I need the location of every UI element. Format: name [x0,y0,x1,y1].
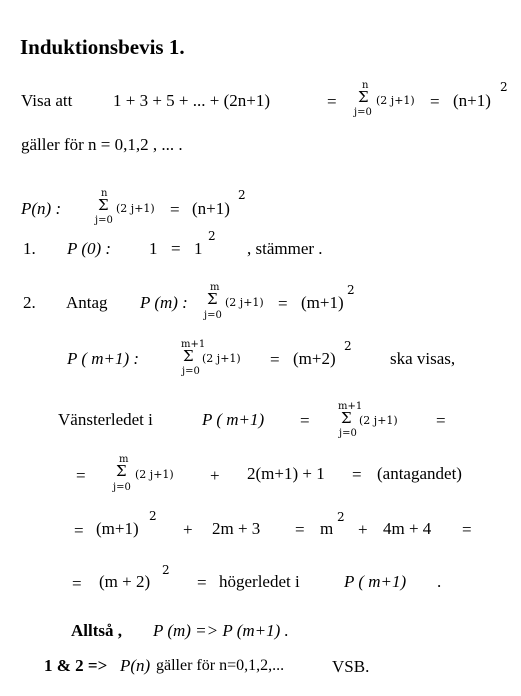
line-b-exp3: 2 [337,510,345,524]
line-b-eq3: = [462,520,472,539]
vl-eq1: = [300,411,310,430]
line-a-eq: = [76,466,86,485]
vl-label: P ( m+1) [202,410,265,429]
line-b-expr2: 2m + 3 [212,519,261,538]
intro-eq1: = [327,92,337,111]
line-a-plus: + [210,466,220,485]
step2-number: 2. [23,293,36,312]
line-a-sum-symbol: Σ [116,462,127,480]
conclusion-pn: P(n) [120,656,151,675]
line-c-eq2: = [197,573,207,592]
intro-sum-term: (2 j+1) [376,94,415,107]
intro-sum-lower: j=0 [354,107,372,118]
intro-sum-upper: n [362,80,369,91]
vl-text: Vänsterledet i [58,410,153,429]
line-c-expr: (m + 2) [99,572,151,591]
pm1-label: P ( m+1) : [67,349,140,368]
step2-sum-symbol: Σ [207,290,218,308]
step1-label: P (0) : [67,239,112,258]
alltsa-text: Alltså , [71,621,122,640]
pm1-comment: ska visas, [390,349,456,368]
step1-number: 1. [23,239,36,258]
pm1-sum-upper: m+1 [181,339,206,350]
pm1-rhs-exp: 2 [344,339,352,353]
pm1-sum-lower: j=0 [182,366,200,377]
vl-sum-lower: j=0 [339,428,357,439]
conclusion-vsb: VSB. [332,657,370,676]
line-a-sum-term: (2 j+1) [135,468,174,481]
intro-rhs-exp: 2 [500,80,508,94]
pn-sum-upper: n [101,188,108,199]
line-a-sum-lower: j=0 [113,482,131,493]
step2-rhs-exp: 2 [347,283,355,297]
pn-sum-symbol: Σ [98,196,109,214]
line-b-expr3: m [320,519,334,538]
line-a-note: (antagandet) [377,464,462,483]
line-b-eq: = [74,521,84,540]
line-a-eq2: = [352,465,362,484]
vl-eq2: = [436,411,446,430]
line-c-exp: 2 [162,563,170,577]
line-c-text: högerledet i [219,572,300,591]
pn-sum-lower: j=0 [95,215,113,226]
intro-sum-symbol: Σ [358,88,369,106]
pn-rhs: (n+1) [192,199,230,218]
pm1-rhs: (m+2) [293,349,336,368]
intro-galler: gäller för n = 0,1,2 , ... . [21,135,183,154]
step1-eq: = [171,239,181,258]
vl-sum-upper: m+1 [338,401,363,412]
pn-label: P(n) : [21,199,62,218]
pm1-sum-symbol: Σ [183,347,194,365]
line-c-label: P ( m+1) [344,572,407,591]
line-c-dot: . [437,572,442,591]
vl-sum-term: (2 j+1) [359,414,398,427]
line-b-expr4: 4m + 4 [383,519,432,538]
conclusion-rest: gäller för n=0,1,2,... [156,657,285,674]
step2-sum-lower: j=0 [204,310,222,321]
line-b-exp1: 2 [149,509,157,523]
step2-label: P (m) : [140,293,188,312]
step2-antag: Antag [66,293,108,312]
pn-sum-term: (2 j+1) [116,202,155,215]
step2-sum-term: (2 j+1) [225,296,264,309]
intro-lhs: 1 + 3 + 5 + ... + (2n+1) [113,91,271,110]
line-c-eq: = [72,574,82,593]
step1-rhs-exp: 2 [208,229,216,243]
line-b-eq2: = [295,520,305,539]
intro-visa-att: Visa att [21,91,73,110]
step1-rhs: 1 [194,239,203,258]
step1-comment: , stämmer . [247,239,323,258]
line-b-plus2: + [358,520,368,539]
line-a-expr: 2(m+1) + 1 [247,464,325,483]
line-b-plus1: + [183,520,193,539]
alltsa-implication: P (m) => P (m+1) . [153,621,289,640]
line-b-expr1: (m+1) [96,519,139,538]
step1-lhs: 1 [149,239,158,258]
pn-rhs-exp: 2 [238,188,246,202]
vl-sum-symbol: Σ [341,409,352,427]
page-title: Induktionsbevis 1. [20,35,185,59]
pm1-eq: = [270,350,280,369]
conclusion-text: 1 & 2 => [44,656,108,675]
pm1-sum-term: (2 j+1) [202,352,241,365]
pn-eq: = [170,200,180,219]
intro-rhs: (n+1) [453,91,491,110]
step2-sum-upper: m [210,282,220,293]
step2-rhs: (m+1) [301,293,344,312]
step2-eq: = [278,294,288,313]
intro-eq2: = [430,92,440,111]
line-a-sum-upper: m [119,454,129,465]
